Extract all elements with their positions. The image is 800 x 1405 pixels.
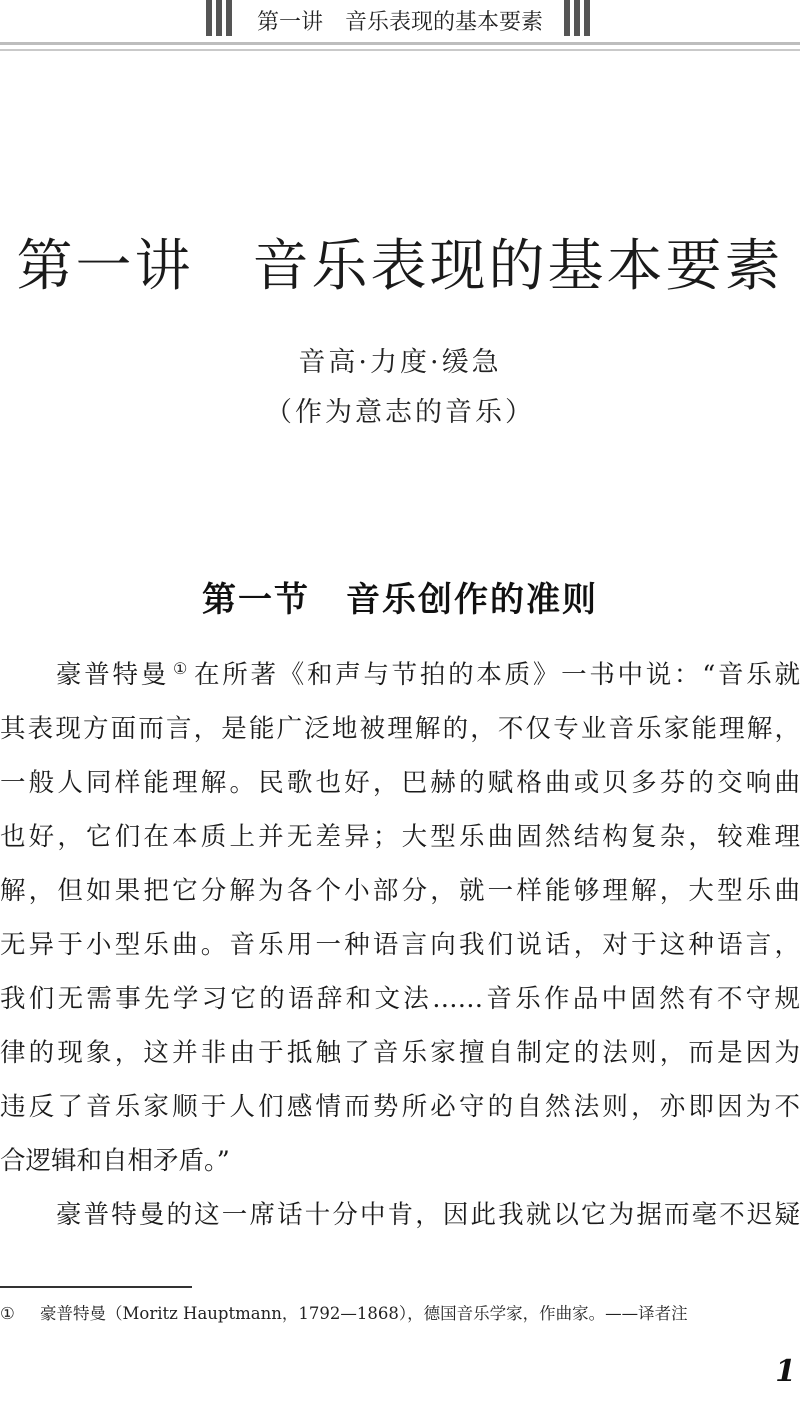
running-header xyxy=(0,0,800,56)
header-ornament-right xyxy=(564,0,594,42)
chapter-subtitle: 音高·力度·缓急 xyxy=(298,347,502,378)
paragraph-line: 其表现方面而言，是能广泛地被理解的，不仅专业音乐家能理解， xyxy=(0,714,800,744)
running-title: 第一讲 音乐表现的基本要素 xyxy=(256,10,543,35)
footnote-number: ① xyxy=(0,1304,15,1323)
paragraph-line: 也好，它们在本质上并无差异；大型乐曲固然结构复杂，较难理 xyxy=(0,822,800,852)
paragraph-line: 豪普特曼的这一席话十分中肯，因此我就以它为据而毫不迟疑 xyxy=(56,1200,800,1230)
paragraph-line: 违反了音乐家顺于人们感情而势所必守的自然法则，亦即因为不 xyxy=(0,1092,800,1122)
paragraph-line: 我们无需事先学习它的语辞和文法……音乐作品中固然有不守规 xyxy=(0,984,800,1014)
footnote-marker[interactable]: ① xyxy=(172,658,191,678)
page-number: 1 xyxy=(775,1354,796,1389)
section-title: 第一节 音乐创作的准则 xyxy=(202,580,598,620)
body-text xyxy=(0,648,800,1242)
paragraph-line: 豪普特曼 ① 在所著《和声与节拍的本质》一书中说：“音乐就 xyxy=(56,658,800,690)
header-rule-thin xyxy=(0,49,800,51)
footnote-text: 豪普特曼（Moritz Hauptmann，1792—1868），德国音乐学家，作曲家。——译者注 xyxy=(40,1304,688,1323)
footnote xyxy=(0,1300,800,1324)
chapter-subtitle-parenthetical: （作为意志的音乐） xyxy=(265,397,535,428)
header-ornament-left xyxy=(206,0,236,42)
paragraph-line: 律的现象，这并非由于抵触了音乐家擅自制定的法则，而是因为 xyxy=(0,1038,800,1068)
paragraph-line: 解，但如果把它分解为各个小部分，就一样能够理解，大型乐曲 xyxy=(0,876,800,906)
header-rule xyxy=(0,42,800,45)
paragraph-line: 无异于小型乐曲。音乐用一种语言向我们说话，对于这种语言， xyxy=(0,930,800,960)
footnote-rule xyxy=(0,1286,192,1288)
chapter-title: 第一讲 音乐表现的基本要素 xyxy=(16,234,784,299)
paragraph-line: 一般人同样能理解。民歌也好，巴赫的赋格曲或贝多芬的交响曲 xyxy=(0,768,800,798)
paragraph-line: 合逻辑和自相矛盾。” xyxy=(0,1146,230,1176)
